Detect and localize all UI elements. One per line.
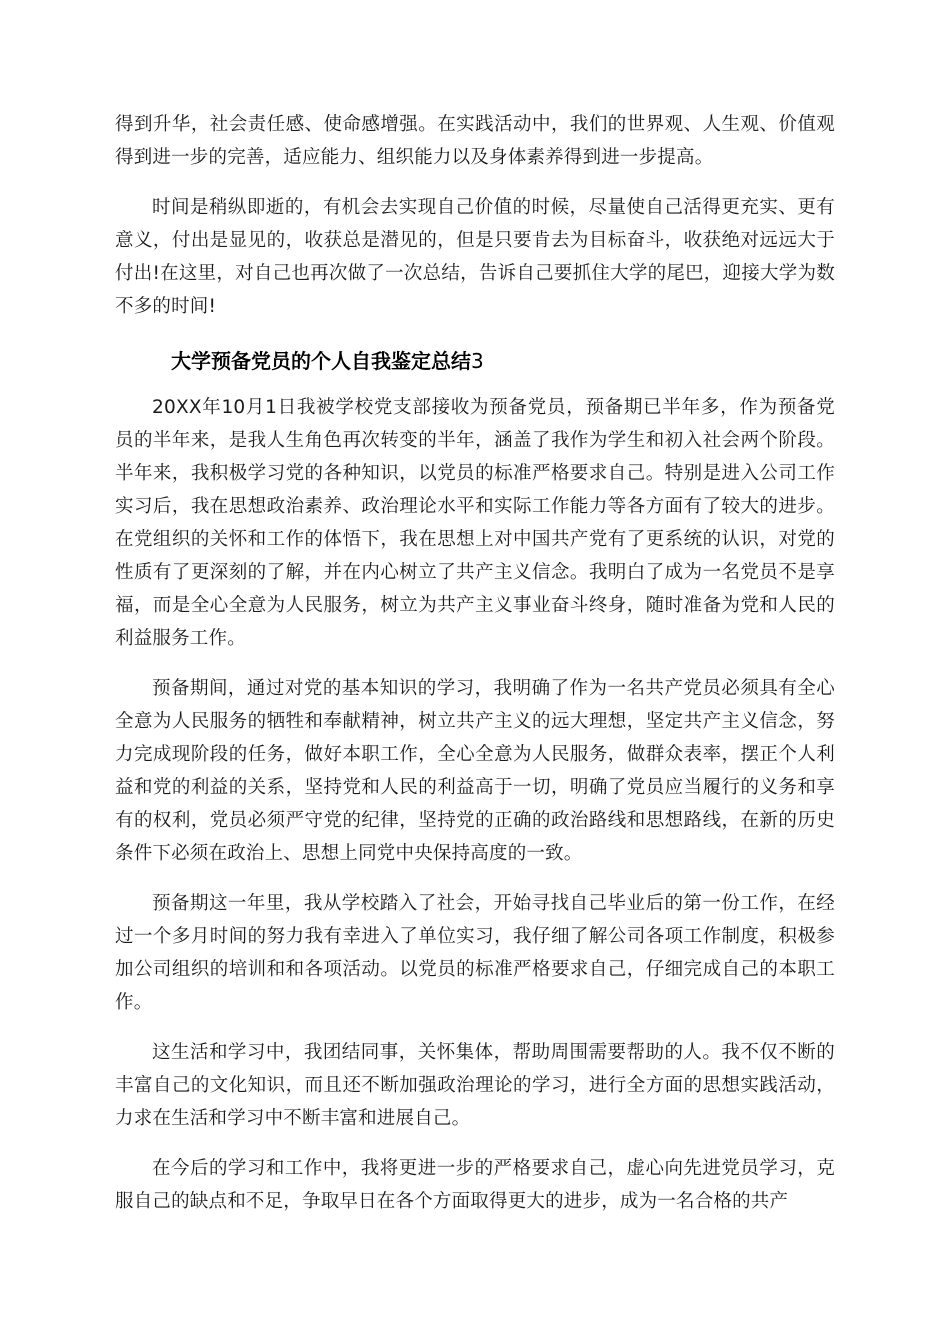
- paragraph-time-reflection: 时间是稍纵即逝的，有机会去实现自己价值的时候，尽量使自己活得更充实、更有意义，付出是显见的，收获总是潜见的，但是只要肯去为目标奋斗，收获绝对远远大于付出!在这里，对自己也再次做了一次总结，告诉自己要抓住大学的尾巴，迎接大学为数不多的时间!: [115, 197, 835, 317]
- paragraph-life-study: 这生活和学习中，我团结同事，关怀集体，帮助周围需要帮助的人。我不仅不断的丰富自己的文化知识，而且还不断加强政治理论的学习，进行全方面的思想实践活动，力求在生活和学习中不断丰富和进展自己。: [115, 1042, 835, 1129]
- paragraph-probation-study: 预备期间，通过对党的基本知识的学习，我明确了作为一名共产党员必须具有全心全意为人民服务的牺牲和奉献精神，树立共产主义的远大理想，坚定共产主义信念，努力完成现阶段的任务，做好本职工作，全心全意为人民服务，做群众表率，摆正个人利益和党的利益的关系，坚持党和人民的利益高于一切，明确了党员应当履行的义务和享有的权利，党员必须严守党的纪律，坚持党的正确的政治路线和思想路线，在新的历史条件下必须在政治上、思想上同党中央保持高度的一致。: [115, 678, 835, 864]
- document-page: [115, 108, 835, 1218]
- section-heading: [115, 343, 835, 379]
- section-heading-number: 3: [471, 349, 484, 373]
- paragraph-probation-work: 预备期这一年里，我从学校踏入了社会，开始寻找自己毕业后的第一份工作，在经过一个多月时间的努力我有幸进入了单位实习，我仔细了解公司各项工作制度，积极参加公司组织的培训和和各项活动。以党员的标准严格要求自己，仔细完成自己的本职工作。: [115, 893, 835, 1013]
- paragraph-future: 在今后的学习和工作中，我将更进一步的严格要求自己，虚心向先进党员学习，克服自己的缺点和不足，争取早日在各个方面取得更大的进步，成为一名合格的共产: [115, 1158, 835, 1212]
- section-heading-title: 大学预备党员的个人自我鉴定总结: [171, 349, 471, 373]
- paragraph-continued: 得到升华，社会责任感、使命感增强。在实践活动中，我们的世界观、人生观、价值观得到进一步的完善，适应能力、组织能力以及身体素养得到进一步提高。: [115, 114, 835, 168]
- paragraph-probation-intro: 20XX年10月1日我被学校党支部接收为预备党员，预备期已半年多，作为预备党员的半年来，是我人生角色再次转变的半年，涵盖了我作为学生和初入社会两个阶段。半年来，我积极学习党的各种知识，以党员的标准严格要求自己。特别是进入公司工作实习后，我在思想政治素养、政治理论水平和实际工作能力等各方面有了较大的进步。在党组织的关怀和工作的体悟下，我在思想上对中国共产党有了更系统的认识，对党的性质有了更深刻的了解，并在内心树立了共产主义信念。我明白了成为一名党员不是享福，而是全心全意为人民服务，树立为共产主义事业奋斗终身，随时准备为党和人民的利益服务工作。: [115, 397, 835, 649]
